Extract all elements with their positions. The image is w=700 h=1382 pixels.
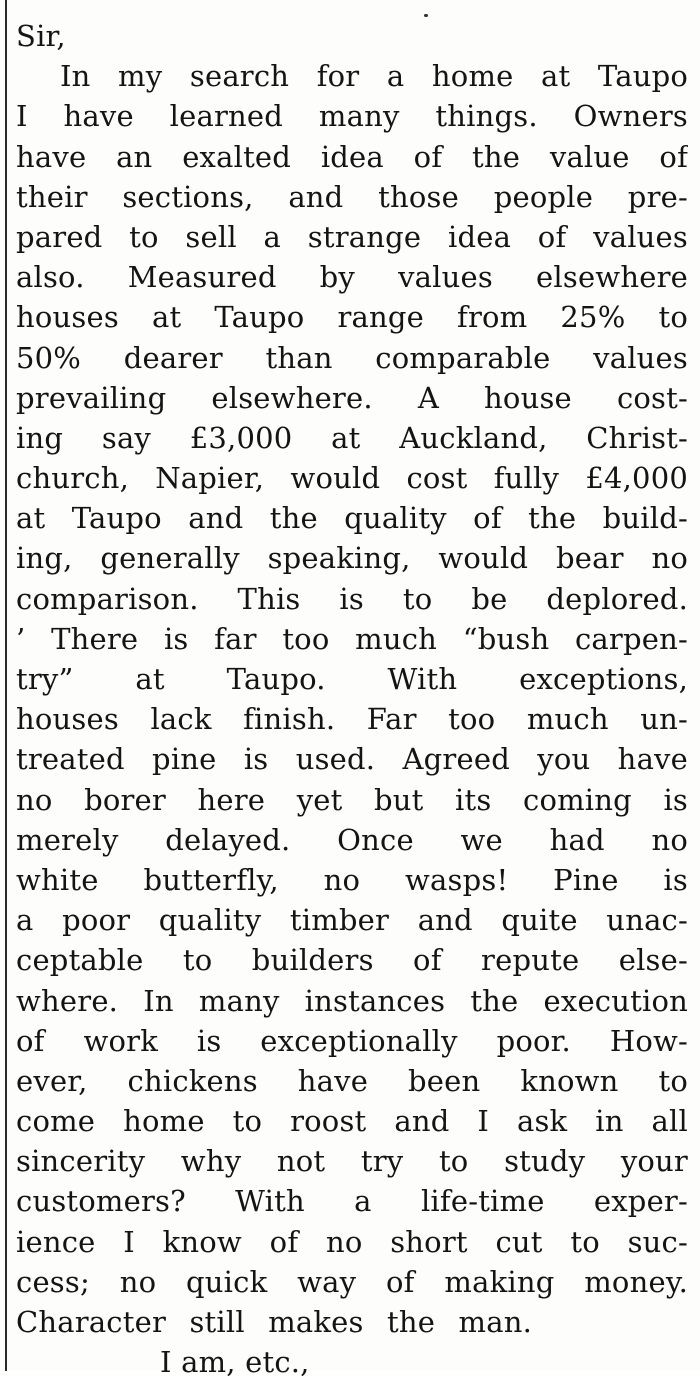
letter-line: sincerity why not try to study your (16, 1144, 688, 1179)
letter-line: no borer here yet but its coming is (16, 782, 688, 817)
letter-salutation: Sir, (16, 19, 66, 53)
letter-line: cess; no quick way of making money. (16, 1264, 688, 1299)
letter-line: Character still makes the man. (16, 1305, 533, 1339)
letter-line: try” at Taupo. With exceptions, (16, 662, 688, 696)
letter-line: church, Napier, would cost fully £4,000 (16, 461, 688, 496)
letter-closing: I am, etc., (160, 1345, 310, 1380)
letter-line: have an exalted idea of the value of (16, 139, 688, 174)
letter-line: ing say £3,000 at Auckland, Christ- (16, 420, 688, 455)
letter-line: a poor quality timber and quite unac- (16, 903, 688, 938)
letter-line: prevailing elsewhere. A house cost- (16, 380, 688, 415)
letter-line: houses lack finish. Far too much un- (16, 702, 688, 737)
letter-line: 50% dearer than comparable values (16, 340, 688, 375)
letter-line: also. Measured by values elsewhere (16, 260, 688, 295)
letter-line: ever, chickens have been known to (16, 1063, 688, 1098)
letter-line: In my search for a home at Taupo (60, 59, 688, 94)
letter-line: ing, generally speaking, would bear no (16, 541, 688, 576)
letter-line: come home to roost and I ask in all (16, 1104, 688, 1139)
letter-body (16, 16, 688, 1382)
letter-line: merely delayed. Once we had no (16, 822, 688, 857)
letter-line: ’ There is far too much “bush carpen- (16, 621, 688, 656)
letter-line: pared to sell a strange idea of values (16, 219, 688, 254)
letter-line: at Taupo and the quality of the build- (16, 501, 688, 536)
letter-line: their sections, and those people pre- (16, 179, 688, 214)
letter-line: comparison. This is to be deplored. (16, 581, 688, 616)
letter-line: where. In many instances the execution (16, 983, 688, 1018)
letter-line: of work is exceptionally poor. How- (16, 1023, 688, 1058)
letter-line: ience I know of no short cut to suc- (16, 1224, 688, 1259)
letter-line: customers? With a life-time exper- (16, 1184, 688, 1219)
letter-line: white butterfly, no wasps! Pine is (16, 862, 688, 897)
column-rule (5, 0, 7, 1371)
letter-line: ceptable to builders of repute else- (16, 943, 688, 978)
letter-line: I have learned many things. Owners (16, 99, 688, 134)
letter-line: treated pine is used. Agreed you have (16, 742, 688, 777)
letter-line: houses at Taupo range from 25% to (16, 300, 688, 335)
